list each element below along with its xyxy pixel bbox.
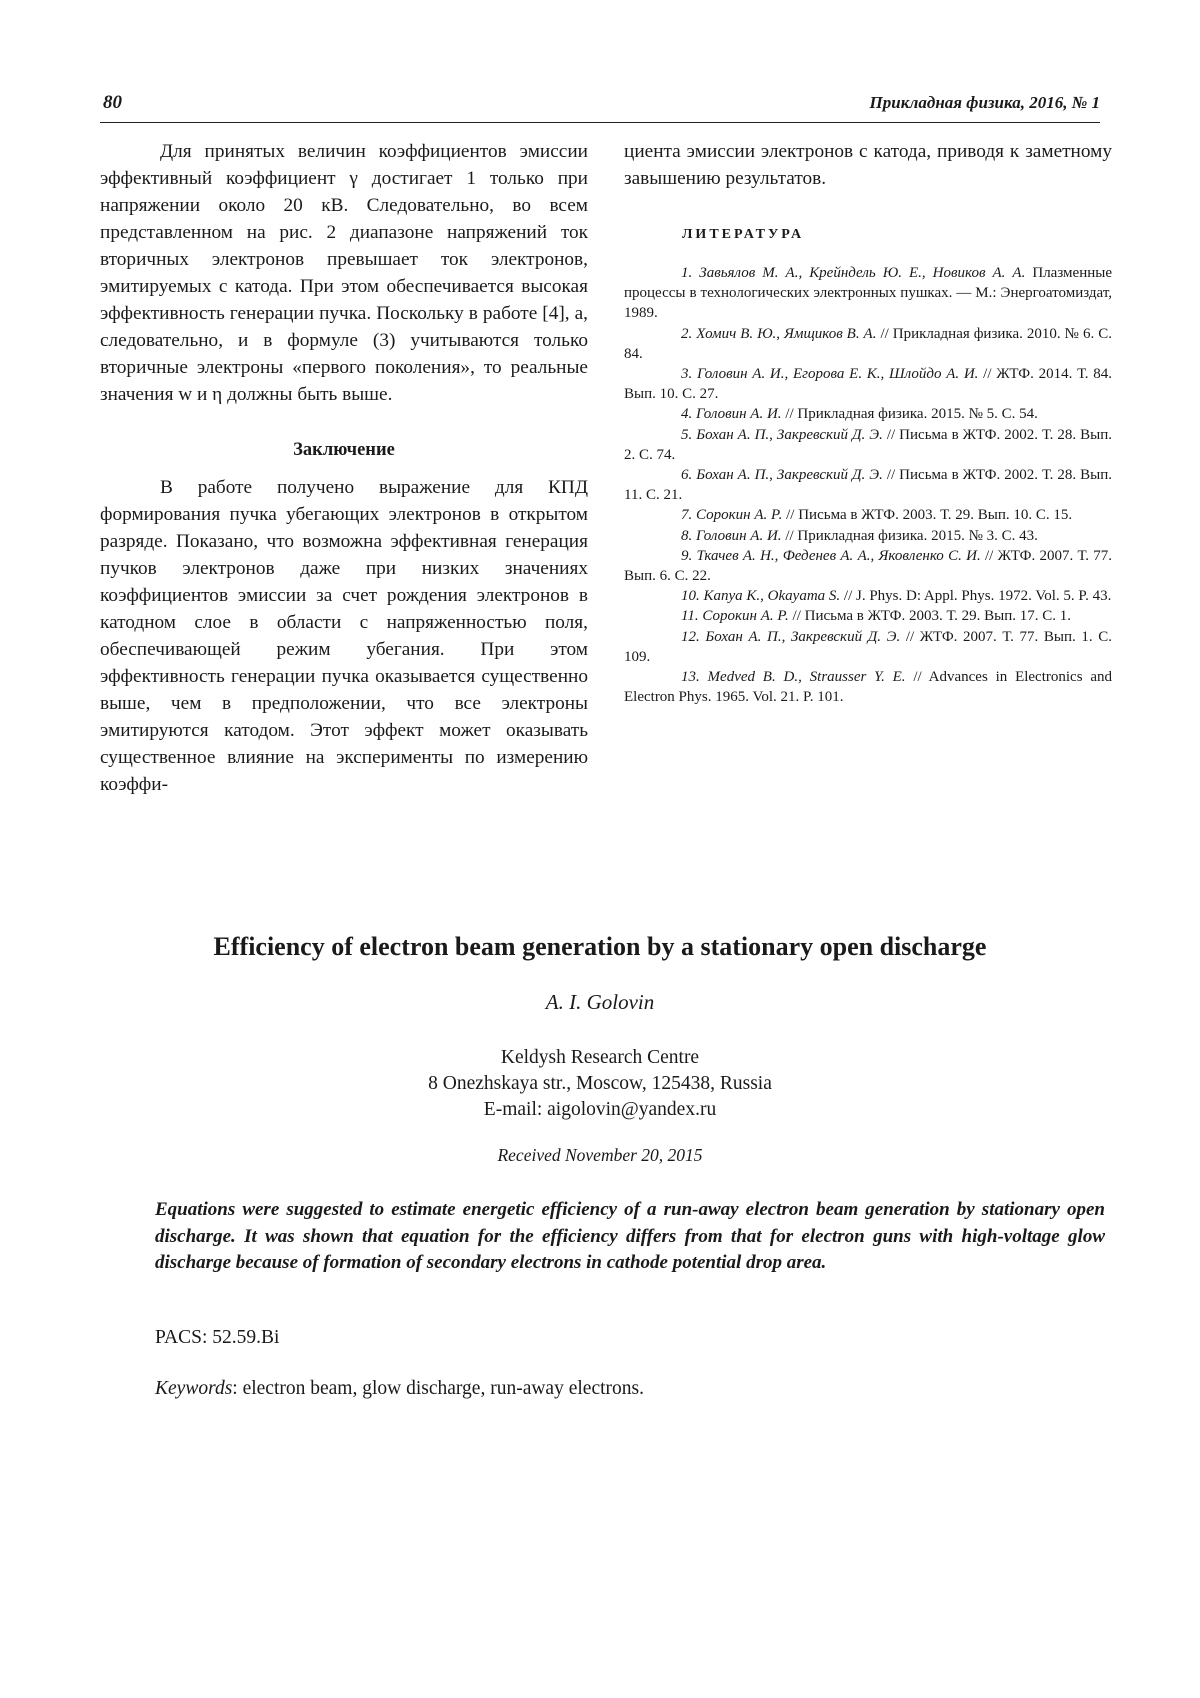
paragraph-continuation: циента эмиссии электронов с катода, приводя к заметному завышению результатов. bbox=[624, 141, 1112, 189]
english-abstract: Equations were suggested to estimate energetic efficiency of a run-away electron beam generation by stationary open discharge. It was shown that equation for the efficiency differs from that for electron guns with high-voltage glow discharge because of formation of secondary electrons in cathode potential drop area. bbox=[155, 1199, 1105, 1273]
reference-list bbox=[624, 263, 1112, 707]
reference-item: 7. Сорокин А. Р. // Письма в ЖТФ. 2003. Т. 29. Вып. 10. С. 15. bbox=[681, 507, 1073, 524]
paragraph-efficiency: Для принятых величин коэффициентов эмиссии эффективный коэффициент γ достигает 1 только при напряжении около 20 кВ. Следовательно, во всем представленном на рис. 2 диапазоне напряжений ток вторичных электронов превышает ток электронов, эмитируемых с катода. При этом обеспечивается высокая эффективность генерации пучка. Поскольку в работе [4], а, следовательно, и в формуле (3) учитываются только вторичные электроны «первого поколения», то реальные значения w и η должны быть выше. bbox=[100, 141, 588, 405]
english-author: A. I. Golovin bbox=[545, 990, 655, 1014]
pacs-code: PACS: 52.59.Bi bbox=[155, 1327, 280, 1348]
affiliation-name: Keldysh Research Centre bbox=[500, 1047, 700, 1068]
running-header bbox=[100, 90, 1100, 123]
conclusion-heading: Заключение bbox=[293, 440, 395, 460]
reference-item: 12. Бохан А. П., Закревский Д. Э. // ЖТФ. 2007. Т. 77. Вып. 1. С. 109. bbox=[624, 628, 1112, 665]
right-column bbox=[624, 138, 1112, 707]
keywords-label: Keywords bbox=[155, 1378, 233, 1399]
keywords-list: : electron beam, glow discharge, run-away electrons. bbox=[232, 1378, 644, 1399]
reference-item: 5. Бохан А. П., Закревский Д. Э. // Письма в ЖТФ. 2002. Т. 28. Вып. 2. С. 74. bbox=[624, 426, 1112, 463]
literature-heading: ЛИТЕРАТУРА bbox=[682, 227, 805, 242]
journal-title: Прикладная физика, 2016, № 1 bbox=[869, 93, 1100, 112]
reference-item: 10. Kanya K., Okayama S. // J. Phys. D: Appl. Phys. 1972. Vol. 5. P. 43. bbox=[681, 588, 1112, 605]
english-affiliation bbox=[100, 1045, 1100, 1123]
page-number: 80 bbox=[103, 92, 122, 113]
affiliation-address: 8 Onezhskaya str., Moscow, 125438, Russia bbox=[428, 1073, 772, 1094]
reference-item: 13. Medved B. D., Strausser Y. E. // Advances in Electronics and Electron Phys. 1965. Vol. 21. P. 101. bbox=[624, 669, 1112, 706]
left-column bbox=[100, 138, 588, 798]
received-date: Received November 20, 2015 bbox=[497, 1145, 703, 1165]
affiliation-email: E-mail: aigolovin@yandex.ru bbox=[483, 1099, 717, 1120]
reference-item: 3. Головин А. И., Егорова Е. К., Шлойдо А. И. // ЖТФ. 2014. Т. 84. Вып. 10. С. 27. bbox=[624, 366, 1112, 403]
paragraph-conclusion: В работе получено выражение для КПД формирования пучка убегающих электронов в открытом разряде. Показано, что возможна эффективная генерация пучков электронов даже при низких значениях коэффициентов эмиссии за счет рождения электронов в катодном слое в области с напряженностью поля, обеспечивающей режим убегания. При этом эффективность генерации пучка оказывается существенно выше, чем в предположении, что все электроны эмитируются катодом. Этот эффект может оказывать существенное влияние на эксперименты по измерению коэффи- bbox=[100, 477, 588, 795]
reference-item: 4. Головин А. И. // Прикладная физика. 2015. № 5. С. 54. bbox=[681, 406, 1038, 423]
reference-item: 11. Сорокин А. Р. // Письма в ЖТФ. 2003. Т. 29. Вып. 17. С. 1. bbox=[681, 608, 1071, 625]
reference-item: 8. Головин А. И. // Прикладная физика. 2015. № 3. С. 43. bbox=[681, 527, 1038, 544]
keywords bbox=[155, 1378, 644, 1400]
reference-item: 6. Бохан А. П., Закревский Д. Э. // Письма в ЖТФ. 2002. Т. 28. Вып. 11. С. 21. bbox=[624, 467, 1112, 504]
reference-item: 9. Ткачев А. Н., Феденев А. А., Яковленко С. И. // ЖТФ. 2007. Т. 77. Вып. 6. С. 22. bbox=[624, 547, 1112, 585]
reference-item: 1. Завьялов М. А., Крейндель Ю. Е., Новиков А. А. Плазменные процессы в технологических электронных пушках. — М.: Энергоатомиздат, 1989. bbox=[624, 265, 1112, 322]
english-title: Efficiency of electron beam generation by a stationary open discharge bbox=[213, 932, 987, 961]
reference-item: 2. Хомич В. Ю., Ямщиков В. А. // Прикладная физика. 2010. № 6. С. 84. bbox=[624, 325, 1113, 362]
